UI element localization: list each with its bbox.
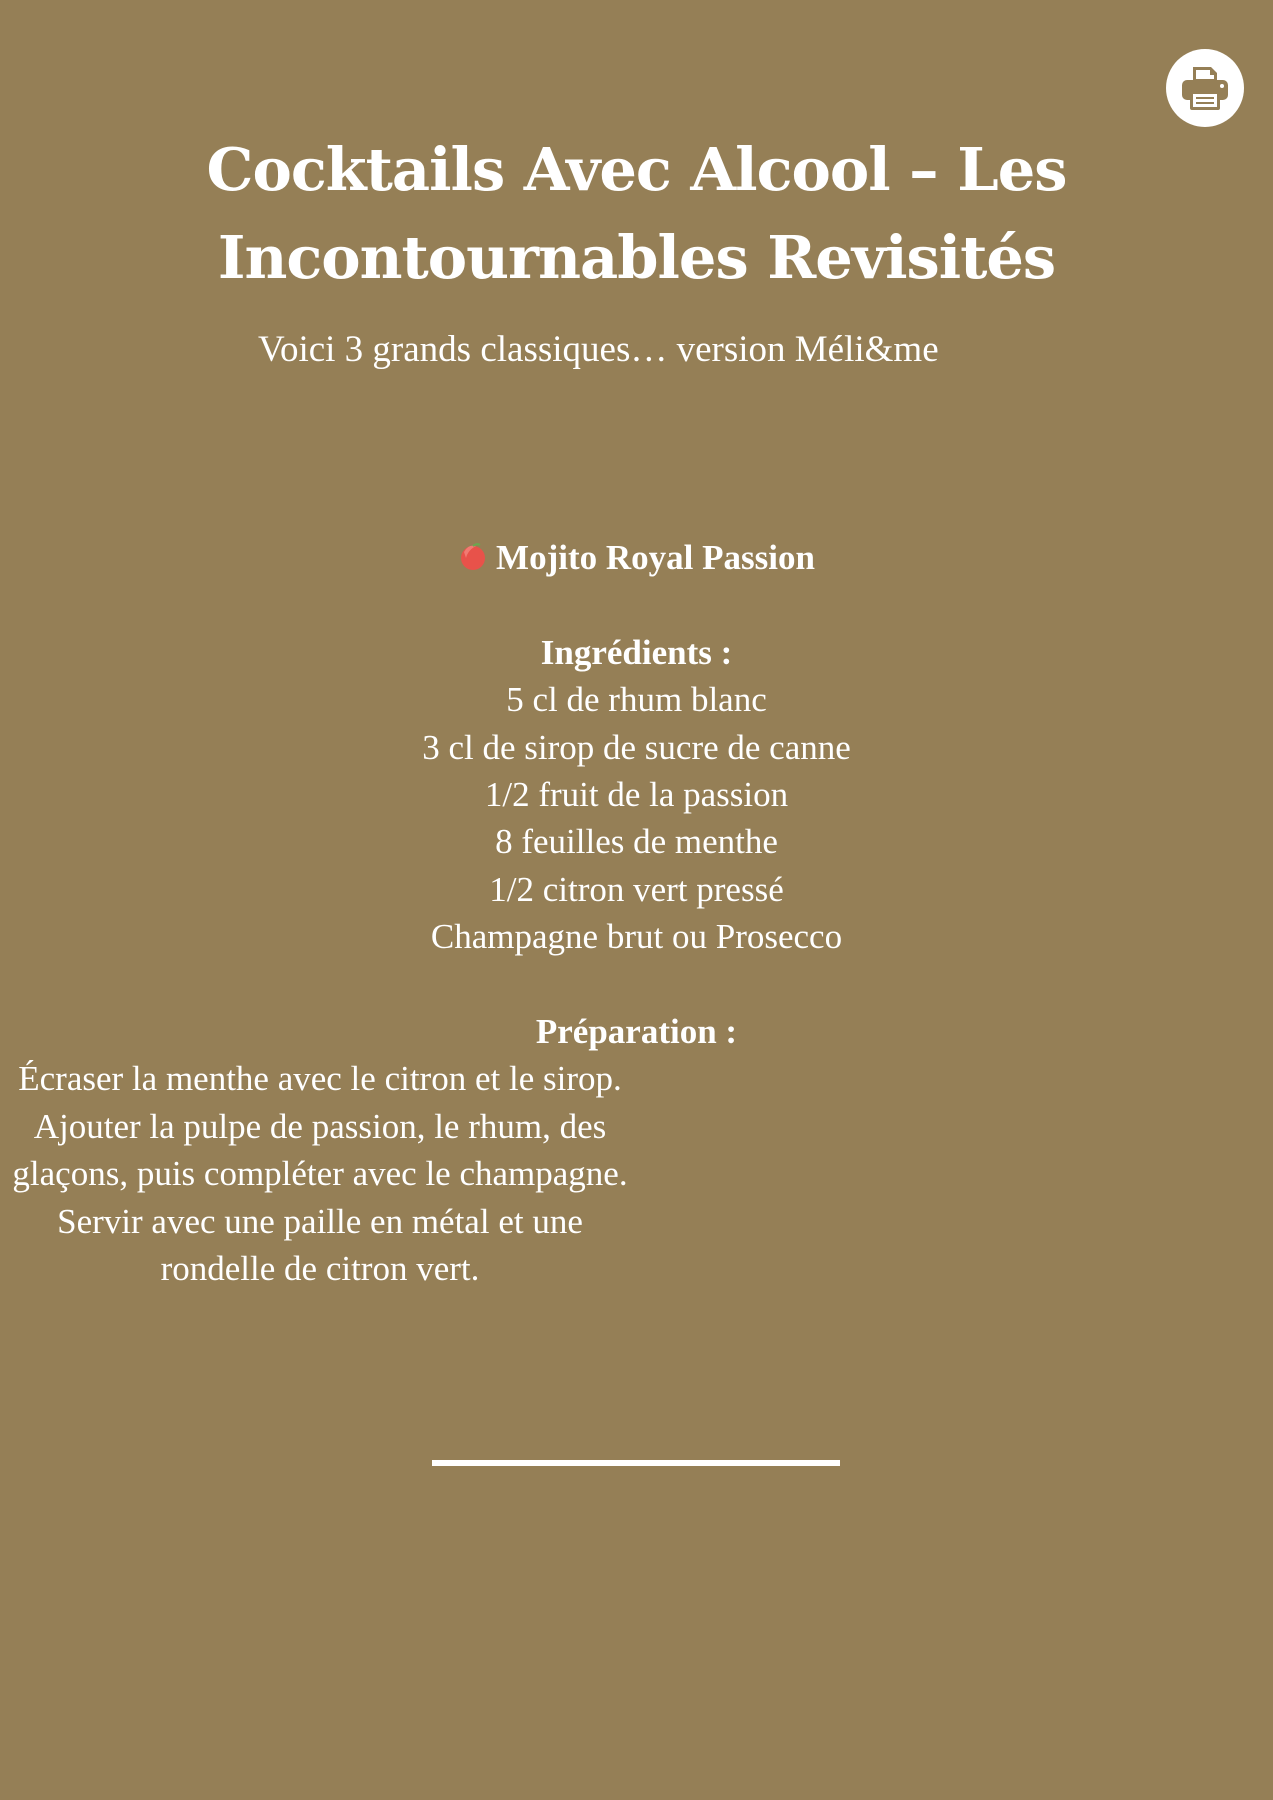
ingredient-item: 1/2 fruit de la passion [484,775,789,815]
recipe-card [0,534,1273,1292]
recipe-title [0,534,1273,581]
page-subtitle: Voici 3 grands classiques… version Méli&me [258,329,939,370]
page-title-line-2: Incontournables Revisités [217,223,1056,292]
page-header [0,126,1273,302]
ingredient-item: 8 feuilles de menthe [495,822,778,862]
ingredient-item: 1/2 citron vert pressé [489,869,784,909]
recipe-name: Mojito Royal Passion [496,538,815,577]
preparation-text: Écraser la menthe avec le citron et le sirop. Ajouter la pulpe de passion, le rhum, des glaçons, puis compléter avec le champagne. Servir avec une paille en métal et une rondelle de citron vert. [12,1059,628,1289]
preparation-heading: Préparation : [535,1012,738,1052]
passion-fruit-icon [458,542,488,572]
page-title [187,126,1087,302]
ingredient-item: 3 cl de sirop de sucre de canne [422,727,851,767]
print-button[interactable] [1166,49,1244,127]
page-title-line-1: Cocktails Avec Alcool – Les [206,135,1067,204]
ingredients-heading: Ingrédients : [540,632,733,672]
ingredient-item: 5 cl de rhum blanc [506,680,767,720]
printer-icon [1180,65,1230,111]
section-divider [432,1460,840,1466]
ingredient-item: Champagne brut ou Prosecco [430,917,843,957]
